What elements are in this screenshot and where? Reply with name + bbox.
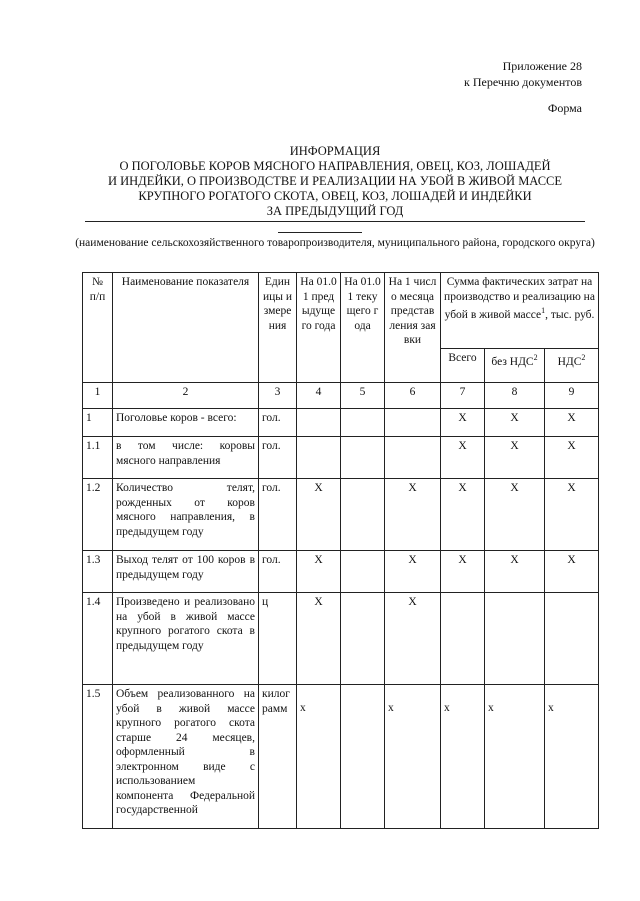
row-unit: гол. [259, 409, 297, 437]
col-number: 4 [297, 383, 341, 409]
header-current-year: На 01.01 текущего года [341, 273, 385, 383]
row-vat: X [545, 437, 599, 479]
row-indicator: Количество телят, рожденных от коров мясного направления, в предыдущем году [113, 479, 259, 551]
row-vat: X [545, 409, 599, 437]
appendix-reference [464, 58, 582, 90]
row-total: X [441, 437, 485, 479]
row-indicator: в том числе: коровы мясного направления [113, 437, 259, 479]
row-without-vat: X [485, 551, 545, 593]
row-indicator: Объем реализованного на убой в живой массе крупного рогатого скота старше 24 месяцев, оформленный в электронном виде с использованием компонента Федеральной государственной [113, 685, 259, 829]
footnote-1-mark: 1 [541, 306, 546, 315]
header-without-vat-text: без НДС [491, 355, 534, 368]
table-row [83, 593, 599, 685]
row-vat: x [545, 685, 599, 829]
appendix-number: Приложение 28 [502, 59, 582, 73]
row-without-vat: X [485, 409, 545, 437]
col-number: 6 [385, 383, 441, 409]
row-unit: ц [259, 593, 297, 685]
row-without-vat [485, 593, 545, 685]
row-prev-year: X [297, 551, 341, 593]
row-current-year [341, 685, 385, 829]
livestock-info-table [82, 272, 599, 829]
title-line: КРУПНОГО РОГАТОГО СКОТА, ОВЕЦ, КОЗ, ЛОШАДЕЙ И ИНДЕЙКИ [138, 189, 532, 203]
row-vat: X [545, 479, 599, 551]
row-application-month: X [385, 479, 441, 551]
title-line: О ПОГОЛОВЬЕ КОРОВ МЯСНОГО НАПРАВЛЕНИЯ, ОВЕЦ, КОЗ, ЛОШАДЕЙ [119, 159, 551, 173]
row-application-month [385, 437, 441, 479]
table-row [83, 437, 599, 479]
row-indicator: Произведено и реализовано на убой в живой массе крупного рогатого скота в предыдущем году [113, 593, 259, 685]
row-unit: гол. [259, 437, 297, 479]
row-total: X [441, 479, 485, 551]
row-unit: гол. [259, 551, 297, 593]
appendix-document-list: к Перечню документов [464, 75, 582, 89]
form-label: Форма [547, 101, 582, 115]
row-vat: X [545, 551, 599, 593]
footnote-2-mark: 2 [581, 353, 586, 362]
row-total [441, 593, 485, 685]
row-num: 1.1 [83, 437, 113, 479]
row-unit: гол. [259, 479, 297, 551]
header-unit: Единицы измерения [259, 273, 297, 383]
col-number: 8 [485, 383, 545, 409]
header-prev-year: На 01.01 предыдущего года [297, 273, 341, 383]
col-number: 2 [113, 383, 259, 409]
header-actual-costs-text: Сумма фактических затрат на производство и реализацию на убой в живой массе [444, 276, 595, 321]
row-application-month: X [385, 593, 441, 685]
row-num: 1 [83, 409, 113, 437]
row-num: 1.4 [83, 593, 113, 685]
row-unit: килограмм [259, 685, 297, 829]
header-indicator-name: Наименование показателя [113, 273, 259, 383]
row-num: 1.2 [83, 479, 113, 551]
header-actual-costs-unit: , тыс. руб. [545, 308, 595, 321]
table-row [83, 409, 599, 437]
header-num: № п/п [83, 273, 113, 383]
col-number: 1 [83, 383, 113, 409]
col-number: 3 [259, 383, 297, 409]
table-row [83, 685, 599, 829]
title-line: ЗА ПРЕДЫДУЩИЙ ГОД [266, 204, 404, 218]
row-prev-year: x [297, 685, 341, 829]
producer-name-line [85, 221, 585, 222]
header-application-month: На 1 число месяца представления заявки [385, 273, 441, 383]
row-without-vat: X [485, 437, 545, 479]
row-current-year [341, 551, 385, 593]
row-prev-year [297, 437, 341, 479]
row-total: X [441, 551, 485, 593]
title-line: ИНФОРМАЦИЯ [289, 144, 381, 158]
table-row [83, 479, 599, 551]
row-current-year [341, 437, 385, 479]
row-application-month [385, 409, 441, 437]
col-number: 7 [441, 383, 485, 409]
row-total: x [441, 685, 485, 829]
row-without-vat: X [485, 479, 545, 551]
header-vat-text: НДС [557, 355, 582, 368]
col-number: 5 [341, 383, 385, 409]
separator-line [278, 232, 362, 233]
header-actual-costs [441, 273, 599, 349]
row-without-vat: x [485, 685, 545, 829]
title-line: И ИНДЕЙКИ, О ПРОИЗВОДСТВЕ И РЕАЛИЗАЦИИ НА УБОЙ В ЖИВОЙ МАССЕ [107, 174, 563, 188]
document-title [85, 144, 585, 219]
header-vat [545, 349, 599, 383]
row-current-year [341, 409, 385, 437]
footnote-2-mark: 2 [533, 353, 538, 362]
header-without-vat [485, 349, 545, 383]
table-row [83, 551, 599, 593]
row-num: 1.5 [83, 685, 113, 829]
row-vat [545, 593, 599, 685]
row-application-month: X [385, 551, 441, 593]
row-current-year [341, 593, 385, 685]
row-total: X [441, 409, 485, 437]
row-application-month: x [385, 685, 441, 829]
row-indicator: Поголовье коров - всего: [113, 409, 259, 437]
row-num: 1.3 [83, 551, 113, 593]
producer-name-caption: (наименование сельскохозяйственного товаропроизводителя, муниципального района, городского округа) [75, 237, 595, 249]
col-number: 9 [545, 383, 599, 409]
row-prev-year: X [297, 593, 341, 685]
row-indicator: Выход телят от 100 коров в предыдущем году [113, 551, 259, 593]
row-current-year [341, 479, 385, 551]
row-prev-year [297, 409, 341, 437]
row-prev-year: X [297, 479, 341, 551]
header-total: Всего [441, 349, 485, 383]
